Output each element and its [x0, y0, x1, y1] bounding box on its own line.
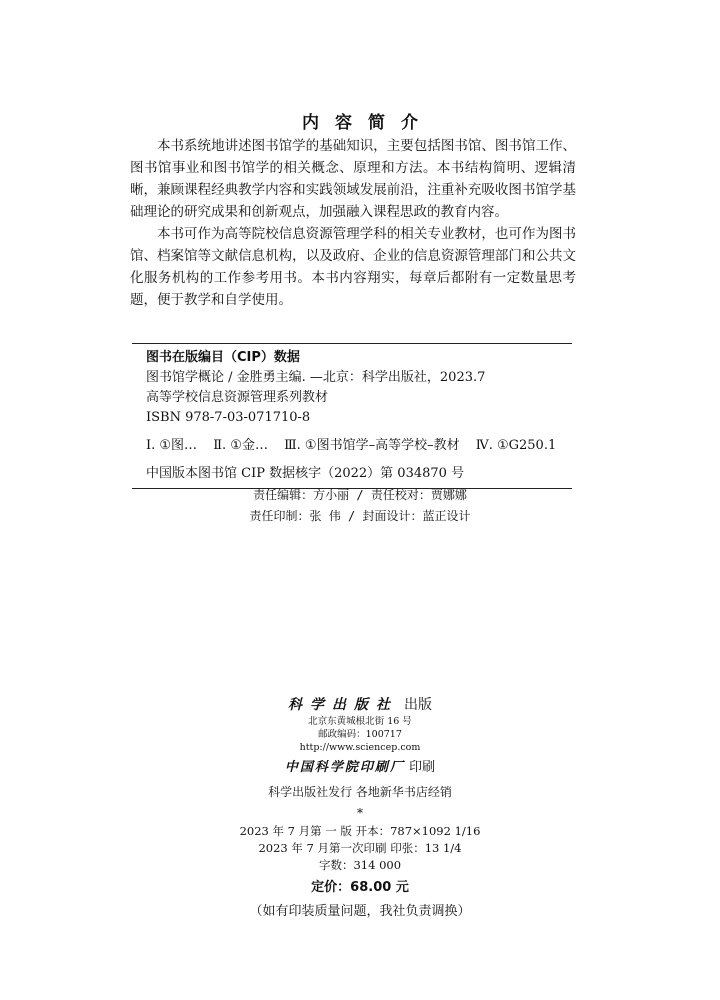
credits-section	[0, 485, 720, 527]
cip-heading: 图书在版编目（CIP）数据	[146, 350, 300, 365]
cip-series-line: 高等学校信息资源管理系列教材	[146, 390, 329, 405]
distribution-line: 科学出版社发行 各地新华书店经销	[268, 785, 452, 799]
printer-logo-text: 中国科学院印刷厂	[284, 760, 405, 775]
cip-record-number: 中国版本图书馆 CIP 数据核字（2022）第 034870 号	[146, 466, 465, 481]
cip-classification-terms	[146, 436, 572, 456]
cip-isbn-line: ISBN 978-7-03-071710-8	[146, 410, 311, 425]
credits-production-line: 责任印制：张 伟 / 封面设计：蓝正设计	[249, 509, 471, 523]
printer-line	[0, 757, 720, 779]
publisher-address: 北京东黄城根北街 16 号	[308, 716, 412, 727]
cip-title-line: 图书馆学概论 / 金胜勇主编. —北京：科学出版社，2023.7	[146, 370, 486, 385]
star-separator: *	[357, 806, 363, 820]
cip-term-1: Ⅰ. ①图…	[146, 438, 198, 453]
cip-term-4: Ⅳ. ①G250.1	[475, 438, 557, 453]
edition-line: 2023 年 7 月第 一 版 开本：787×1092 1/16	[239, 824, 481, 838]
printer-suffix: 印刷	[409, 760, 436, 775]
summary-title: 内容简介	[302, 113, 434, 133]
publisher-postcode: 邮政编码：100717	[318, 729, 402, 740]
cip-data-block	[132, 343, 572, 489]
publisher-suffix: 出版	[404, 697, 432, 713]
publisher-name	[0, 695, 720, 715]
publisher-website: http://www.sciencep.com	[299, 742, 421, 753]
quality-notice: （如有印装质量问题，我社负责调换）	[249, 904, 471, 919]
publisher-imprint	[0, 695, 720, 924]
price: 定价：68.00 元	[311, 880, 409, 895]
publisher-logo-text: 科学出版社	[288, 697, 398, 713]
word-count: 字数：314 000	[318, 858, 402, 872]
summary-paragraph-1: 本书系统地讲述图书馆学的基础知识，主要包括图书馆、图书馆工作、图书馆事业和图书馆学的相关概念、原理和方法。本书结构简明、逻辑清晰，兼顾课程经典教学内容和实践领域发展前沿，注重补充吸收图书馆学基础理论的研究成果和创新观点，加强融入课程思政的教育内容。	[130, 138, 576, 220]
printing-line: 2023 年 7 月第一次印刷 印张：13 1/4	[258, 841, 462, 855]
summary-section	[130, 135, 576, 311]
credits-editor-line: 责任编辑：方小丽 / 责任校对：贾娜娜	[253, 488, 467, 502]
cip-term-2: Ⅱ. ①金…	[213, 438, 268, 453]
summary-paragraph-2: 本书可作为高等院校信息资源管理学科的相关专业教材，也可作为图书馆、档案馆等文献信息机构，以及政府、企业的信息资源管理部门和公共文化服务机构的工作参考用书。本书内容翔实，每章后都附有一定数量思考题，便于教学和自学使用。	[130, 226, 576, 308]
cip-term-3: Ⅲ. ①图书馆学–高等学校–教材	[284, 438, 460, 453]
